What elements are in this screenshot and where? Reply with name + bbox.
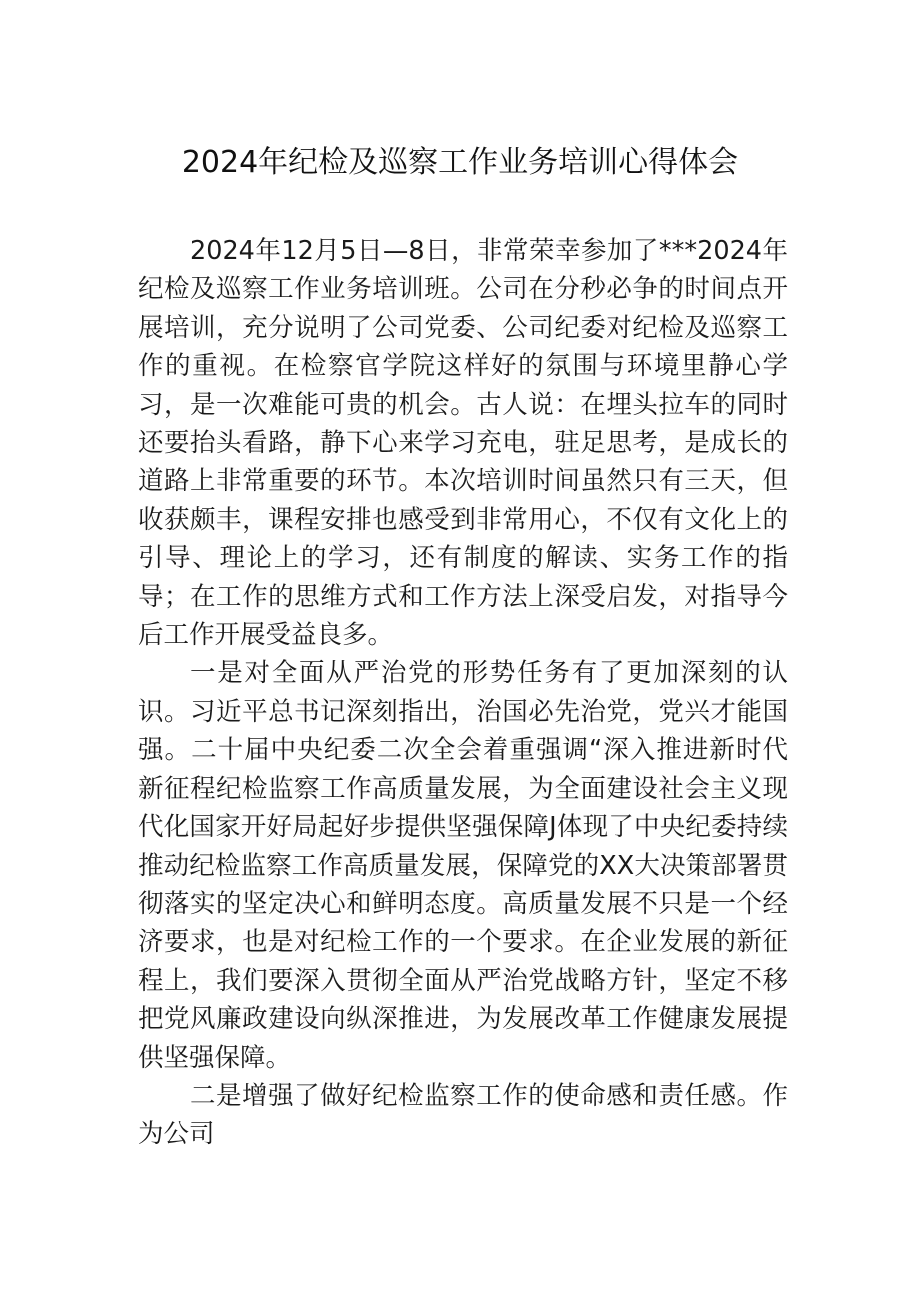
document-body — [138, 232, 788, 1154]
paragraph-point-two: 二是增强了做好纪检监察工作的使命感和责任感。作为公司 — [138, 1080, 788, 1150]
paragraph-point-one: 一是对全面从严治党的形势任务有了更加深刻的认识。习近平总书记深刻指出，治国必先治党，党兴才能国强。二十届中央纪委二次全会着重强调“深入推进新时代新征程纪检监察工作高质量发展，为全面建设社会主义现代化国家开好局起好步提供坚强保障J体现了中央纪委持续推动纪检监察工作高质量发展，保障党的XX大决策部署贯彻落实的坚定决心和鲜明态度。高质量发展不只是一个经济要求，也是对纪检工作的一个要求。在企业发展的新征程上，我们要深入贯彻全面从严治党战略方针，坚定不移把党风廉政建设向纵深推进，为发展改革工作健康发展提供坚强保障。 — [138, 658, 788, 1073]
document-title: 2024年纪检及巡察工作业务培训心得体会 — [181, 145, 739, 180]
paragraph-intro: 2024年12月5日—8日，非常荣幸参加了***2024年纪检及巡察工作业务培训班。公司在分秒必争的时间点开展培训，充分说明了公司党委、公司纪委对纪检及巡察工作的重视。在检察官学院这样好的氛围与环境里静心学习，是一次难能可贵的机会。古人说：在埋头拉车的同时还要抬头看路，静下心来学习充电，驻足思考，是成长的道路上非常重要的环节。本次培训时间虽然只有三天，但收获颇丰，课程安排也感受到非常用心，不仅有文化上的引导、理论上的学习，还有制度的解读、实务工作的指导；在工作的思维方式和工作方法上深受启发，对指导今后工作开展受益良多。 — [138, 236, 788, 651]
